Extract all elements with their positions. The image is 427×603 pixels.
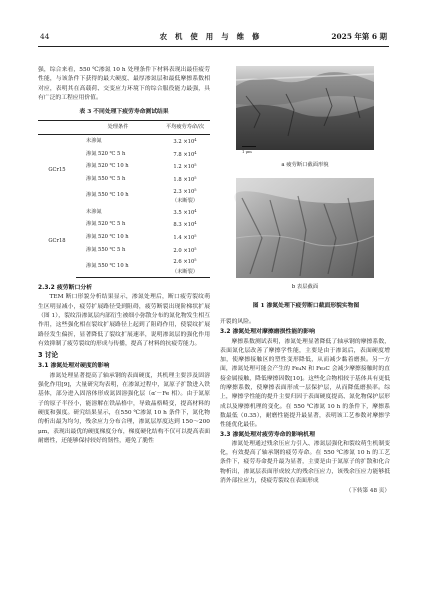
scale-bar (242, 146, 256, 147)
life-note: （未断裂） (172, 197, 198, 204)
table-life-cell (160, 135, 210, 148)
journal-name: 农机使用与维修 (159, 32, 268, 41)
section-3-2-text: 摩擦系数测试表明，渗氮处理显著降低了轴承钢的摩擦系数，表面氮化层改善了摩擦学性能，主要是由于渗氮后，表面硬度增加，使摩擦接触区的塑性变形降低，从而减少黏着磨损。另一方面，渗氮处理可能会产生的 Fe₄N 和 Fe₃C 会减少摩擦接触时的直接金属接触，降低摩擦因数[10]。这些化合物相较于基体具有更低的摩擦系数，使摩擦表面形成一层保护层，从而降低磨损率。综上，摩擦学性能的提升主要归因于表面硬度提高、氮化物保护层形成以及摩擦机理的变化。在 550 ℃渗氮 10 h 的条件下，摩擦系数最低（0.35），耐磨性能提升最显著，表明该工艺参数对摩擦学性能优化最佳。 (220, 338, 390, 429)
life-exponent: 4 (194, 208, 197, 213)
life-mantissa: 7.8 ×10 (173, 151, 195, 158)
section-3-1-title: 3.1 渗氮处理对硬度的影响 (38, 363, 110, 370)
table-row (38, 206, 210, 219)
figure-caption: 图 1 渗氮处理下疲劳断口截面形貌实物图 (252, 303, 360, 309)
table-condition-cell: 未渗氮 (86, 138, 102, 145)
table-life-cell (160, 161, 210, 174)
life-mantissa: 2.3 ×10 (173, 188, 195, 195)
life-exponent: 4 (194, 150, 197, 155)
table-material-cell: GCr18 (48, 238, 66, 245)
right-column (220, 318, 390, 497)
right-carryover-text: 开裂的风险。 (220, 319, 255, 325)
table-condition-cell: 未渗氮 (86, 208, 102, 215)
section-3-3-title: 3.3 渗氮处理对疲劳寿命的影响机理 (220, 431, 315, 438)
life-mantissa: 3.5 ×10 (173, 209, 195, 216)
figure-label-a: a 疲劳断口截面形貌 (281, 162, 329, 168)
life-mantissa: 1.2 ×10 (173, 164, 195, 171)
surface-section-micrograph (236, 178, 374, 278)
running-header (40, 31, 387, 43)
table-header-condition: 处理条件 (76, 121, 160, 135)
table-condition-cell: 渗氮 520 ℃ 10 h (86, 163, 129, 170)
section-3-2-title: 3.2 渗氮处理对摩擦磨损性能的影响 (220, 329, 315, 336)
table-condition-cell: 渗氮 520 ℃ 5 h (86, 150, 126, 157)
scale-bar-label: 1 μm (242, 149, 252, 154)
table-caption: 表 3 不同处理下疲劳寿命测试结果 (79, 109, 169, 116)
table-condition-cell: 渗氮 550 ℃ 5 h (86, 175, 126, 182)
fatigue-fracture-micrograph (236, 66, 374, 154)
life-mantissa: 3.2 ×10 (173, 139, 195, 146)
table-life-cell (160, 231, 210, 244)
header-rule (38, 46, 389, 47)
table-life-cell (160, 256, 210, 277)
table-life-cell (160, 219, 210, 232)
life-exponent: 5 (194, 163, 197, 168)
life-exponent: 5 (194, 246, 197, 251)
table-life-cell (160, 173, 210, 186)
table-condition-cell: 渗氮 550 ℃ 5 h (86, 246, 126, 253)
table-life-cell (160, 186, 210, 207)
table-header-life: 平均疲劳寿命/次 (160, 121, 210, 135)
table-header-material (38, 121, 76, 135)
life-mantissa: 1.8 ×10 (173, 176, 195, 183)
life-mantissa: 2.6 ×10 (173, 259, 195, 266)
figure-1 (236, 66, 374, 294)
page-number: 44 (40, 32, 50, 41)
table-condition-cell: 渗氮 520 ℃ 5 h (86, 221, 126, 228)
section-3-title: 3 讨论 (38, 351, 59, 360)
table-life-cell (160, 244, 210, 257)
table-row (38, 135, 210, 148)
table-life-cell (160, 148, 210, 161)
section-2-3-2-text: TEM 断口形貌分析结果显示，渗氮处理后，断口疲劳裂纹萌生区明显减小，疲劳扩展路径受到阻碍，疲劳断裂出现阶梯状扩展（图 1），裂纹沿渗氮层内部衍生被细小弥散分布的氮化物发生相互作用，这些强化相在裂纹扩展路径上起到了阻碍作用，使裂纹扩展路径发生偏折，显著降低了裂纹扩展速率，说明渗氮层的强化作用有效抑制了疲劳裂纹的形成与传播，提高了材料的抗疲劳能力。 (38, 294, 210, 347)
life-mantissa: 2.0 ×10 (173, 247, 195, 254)
fatigue-life-table (38, 120, 210, 278)
table-life-cell (160, 206, 210, 219)
section-2-3-2-title: 2.3.2 疲劳断口分析 (38, 285, 93, 292)
intro-paragraph: 强，综合来看，550 ℃渗氮 10 h 处理条件下材料表现出最佳疲劳性能，与该条件下获得的最大硬度、最厚渗氮层和最低摩擦系数相对应，表明其在高载荷、交变应力环境下的综合服役能力最强，具有广泛的工程应用价值。 (38, 67, 210, 101)
figure-label-b: b 表层截面 (291, 284, 319, 290)
table-condition-cell: 渗氮 550 ℃ 10 h (86, 192, 129, 199)
life-exponent: 5 (194, 175, 197, 180)
life-note: （未断裂） (172, 268, 198, 275)
section-3-3-text: 渗氮处理通过残余压应力引入、渗氮层强化和裂纹萌生机制变化，有效提高了轴承钢的疲劳寿命。在 550 ℃渗氮 10 h 的工艺条件下，疲劳寿命提升最为显著，主要是由于氮原子的扩散和化合物析出，渗氮层表面形成较大的残余压应力，该残余压应力能够抵消外部拉应力，使疲劳裂纹在表面形成 (220, 440, 390, 485)
continued-note: （下转第 48 页） (345, 488, 390, 495)
life-exponent: 4 (194, 138, 197, 143)
life-exponent: 5 (194, 258, 197, 263)
table-material-cell: GCr15 (48, 167, 66, 174)
life-exponent: 5 (194, 233, 197, 238)
life-mantissa: 8.3 ×10 (173, 222, 195, 229)
issue-label: 2025 年第 6 期 (331, 32, 387, 41)
life-exponent: 5 (194, 187, 197, 192)
life-mantissa: 1.4 ×10 (173, 234, 195, 241)
table-header-row (38, 121, 210, 135)
table-condition-cell: 渗氮 550 ℃ 10 h (76, 256, 160, 277)
section-3-1-text: 渗氮处理显著提高了轴承钢的表面硬度，其机理主要涉及固溶强化作用[9]，大量研究均表明，在渗氮过程中，氮原子扩散进入铁基体，部分进入固溶体形成氮固溶强化层（α′－Fe 相）。由于氮原子的原子半径小，能溶解在铁晶格中，导致晶格畸变，提高材料的硬度和强度。研究结果显示，在550 ℃渗氮 10 h 条件下，氮化物的析出最为均匀，残余应力分布合理，渗氮层厚度达到 150～200 μm，表现出最优的硬度梯度分布，梯度硬化结构不仅可以提高表面耐磨性，还能够保持较好的韧性，避免了脆性 (38, 372, 210, 444)
table-condition-cell: 渗氮 520 ℃ 10 h (86, 233, 129, 240)
life-exponent: 4 (194, 221, 197, 226)
left-column (38, 66, 210, 446)
